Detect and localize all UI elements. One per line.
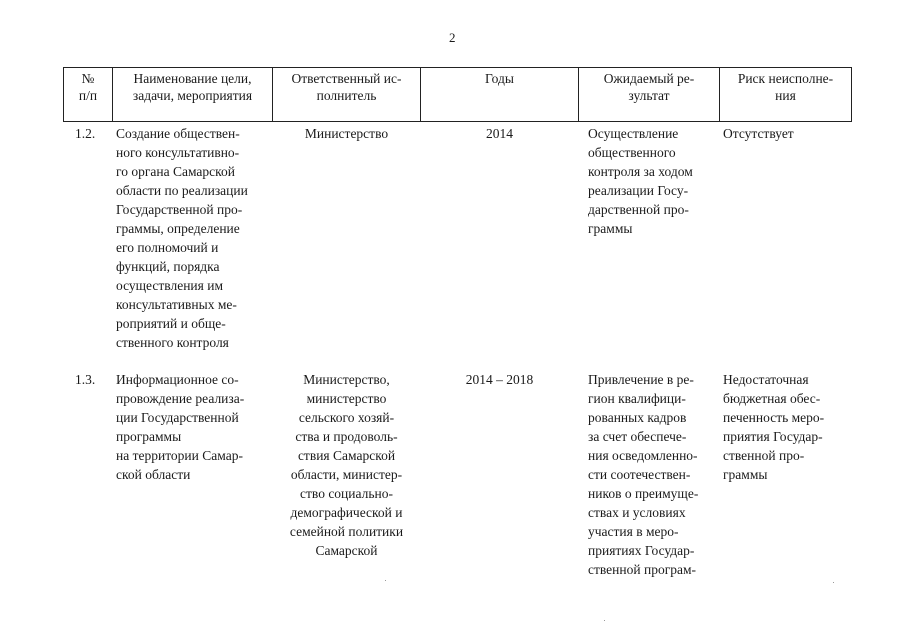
- row-1-2-name: Создание обществен- ного консультативно- го органа Самарской области по реализации Государственной про- граммы, определение его полномочий и функций, порядка осуществления им консультативных ме- роприятий и обще- ственного контроля: [116, 126, 248, 350]
- scan-speck: [833, 582, 834, 583]
- header-result: Ожидаемый ре- зультат: [603, 71, 695, 103]
- row-1-2-risk: Отсутствует: [723, 126, 794, 141]
- header-name: Наименование цели, задачи, мероприятия: [132, 71, 253, 103]
- row-1-3-number: 1.3.: [75, 372, 96, 387]
- row-1-2-result: Осуществление общественного контроля за ходом реализации Госу- дарственной про- граммы: [588, 126, 693, 236]
- header-years: Годы: [485, 71, 514, 86]
- row-1-3-result: Привлечение в ре- гион квалифици- рованных кадров за счет обеспече- ния осведомленно- сти соотечествен- ников о преимуще- ствах и условиях участия в меро- приятиях Государ- ственной програм-: [588, 372, 699, 577]
- header-executor: Ответственный ис- полнитель: [291, 71, 402, 103]
- row-1-2-years: 2014: [486, 126, 513, 141]
- row-1-2-executor: Министерство: [304, 126, 389, 141]
- page-number: 2: [449, 30, 456, 45]
- row-1-3-risk: Недостаточная бюджетная обес- печенность меро- приятия Государ- ственной про- граммы: [723, 372, 825, 482]
- row-1-3-name: Информационное со- провождение реализа- ции Государственной программы на территории Самар- ской области: [116, 372, 245, 482]
- scan-speck: [385, 580, 386, 581]
- header-number: № п/п: [78, 71, 98, 103]
- row-1-3-years: 2014 – 2018: [465, 372, 534, 387]
- row-1-2-number: 1.2.: [75, 126, 96, 141]
- scan-speck: [604, 620, 605, 621]
- row-1-3-executor: Министерство, министерство сельского хозяй- ства и продоволь- ствия Самарской области, министер- ство социально- демографической и семейной политики Самарской: [289, 372, 404, 558]
- header-risk: Риск неисполне- ния: [737, 71, 834, 103]
